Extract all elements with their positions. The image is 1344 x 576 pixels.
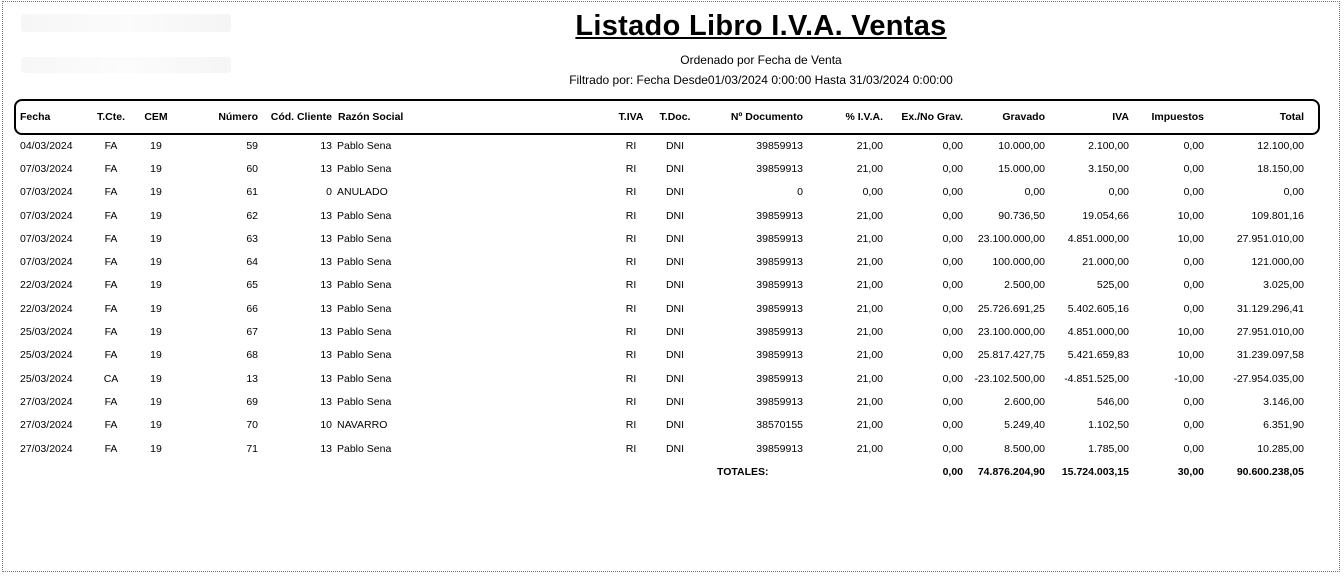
- tipo-documento-cell: DNI: [665, 232, 685, 245]
- tipo-iva-cell: RI: [625, 232, 637, 245]
- cem-cell: 19: [150, 209, 162, 222]
- tipo-documento-cell: DNI: [665, 162, 685, 175]
- exento-cell: 0,00: [942, 372, 963, 385]
- cem-cell: 19: [150, 162, 162, 175]
- tipo-comprobante-cell: FA: [104, 209, 118, 222]
- codigo-cliente-cell: 13: [320, 302, 332, 315]
- gravado-cell: 8.500,00: [1004, 442, 1045, 455]
- numero-cell: 68: [246, 349, 258, 362]
- table-row: [17, 437, 1307, 460]
- porcentaje-iva-cell: 21,00: [856, 372, 883, 385]
- numero-documento-cell: 39859913: [756, 139, 803, 152]
- razon-social-cell: Pablo Sena: [337, 279, 392, 292]
- numero-documento-cell: 38570155: [756, 419, 803, 432]
- total-cell: -27.954.035,00: [1233, 372, 1304, 385]
- porcentaje-iva-cell: 21,00: [856, 232, 883, 245]
- razon-social-cell: Pablo Sena: [337, 326, 392, 339]
- fecha-cell: 27/03/2024: [20, 395, 73, 408]
- iva-cell: 1.102,50: [1088, 419, 1129, 432]
- col-razon-social: Razón Social: [338, 111, 404, 123]
- col-gravado: Gravado: [1002, 111, 1045, 123]
- tipo-documento-cell: DNI: [665, 139, 685, 152]
- gravado-cell: 23.100.000,00: [977, 326, 1045, 339]
- codigo-cliente-cell: 13: [320, 372, 332, 385]
- impuestos-cell: 0,00: [1183, 302, 1204, 315]
- cem-cell: 19: [150, 186, 162, 199]
- impuestos-cell: 0,00: [1183, 442, 1204, 455]
- table-row: [17, 204, 1307, 227]
- codigo-cliente-cell: 13: [320, 279, 332, 292]
- iva-cell: 525,00: [1096, 279, 1129, 292]
- tipo-comprobante-cell: FA: [104, 232, 118, 245]
- porcentaje-iva-cell: 21,00: [856, 442, 883, 455]
- total-cell: 10.285,00: [1257, 442, 1304, 455]
- gravado-cell: 15.000,00: [998, 162, 1045, 175]
- codigo-cliente-cell: 0: [326, 186, 332, 199]
- codigo-cliente-cell: 13: [320, 232, 332, 245]
- codigo-cliente-cell: 13: [320, 209, 332, 222]
- table-row: [17, 181, 1307, 204]
- report-title: Listado Libro I.V.A. Ventas: [575, 10, 947, 42]
- total-cell: 18.150,00: [1257, 162, 1304, 175]
- numero-cell: 67: [246, 326, 258, 339]
- numero-documento-cell: 39859913: [756, 279, 803, 292]
- iva-cell: 546,00: [1096, 395, 1129, 408]
- cem-cell: 19: [150, 442, 162, 455]
- cem-cell: 19: [150, 326, 162, 339]
- tipo-iva-cell: RI: [625, 326, 637, 339]
- cem-cell: 19: [150, 395, 162, 408]
- table-row: [17, 250, 1307, 273]
- porcentaje-iva-cell: 0,00: [862, 186, 883, 199]
- table-row: [17, 297, 1307, 320]
- porcentaje-iva-cell: 21,00: [856, 302, 883, 315]
- table-row: [17, 367, 1307, 390]
- exento-cell: 0,00: [942, 209, 963, 222]
- numero-cell: 59: [246, 139, 258, 152]
- total-cell: 109.801,16: [1251, 209, 1304, 222]
- exento-cell: 0,00: [942, 186, 963, 199]
- cem-cell: 19: [150, 232, 162, 245]
- table-row: [17, 227, 1307, 250]
- total-gravado: 74.876.204,90: [977, 465, 1045, 478]
- numero-cell: 65: [246, 279, 258, 292]
- tipo-iva-cell: RI: [625, 302, 637, 315]
- numero-cell: 13: [246, 372, 258, 385]
- porcentaje-iva-cell: 21,00: [856, 139, 883, 152]
- total-cell: 27.951.010,00: [1236, 232, 1304, 245]
- gravado-cell: 25.817.427,75: [977, 349, 1045, 362]
- iva-cell: 1.785,00: [1088, 442, 1129, 455]
- tipo-iva-cell: RI: [625, 139, 637, 152]
- numero-cell: 63: [246, 232, 258, 245]
- iva-cell: 19.054,66: [1082, 209, 1129, 222]
- tipo-comprobante-cell: FA: [104, 419, 118, 432]
- numero-documento-cell: 39859913: [756, 232, 803, 245]
- col-codigo-cliente: Cód. Cliente: [270, 111, 332, 123]
- total-cell: 6.351,90: [1263, 419, 1304, 432]
- col-cem: CEM: [144, 111, 168, 123]
- razon-social-cell: Pablo Sena: [337, 232, 392, 245]
- table-header-row: [17, 100, 1307, 134]
- total-cell: 3.146,00: [1263, 395, 1304, 408]
- codigo-cliente-cell: 13: [320, 349, 332, 362]
- codigo-cliente-cell: 13: [320, 326, 332, 339]
- tipo-comprobante-cell: CA: [103, 372, 119, 385]
- fecha-cell: 07/03/2024: [20, 186, 73, 199]
- razon-social-cell: Pablo Sena: [337, 302, 392, 315]
- iva-cell: 3.150,00: [1088, 162, 1129, 175]
- fecha-cell: 25/03/2024: [20, 372, 73, 385]
- numero-documento-cell: 39859913: [756, 442, 803, 455]
- tipo-iva-cell: RI: [625, 372, 637, 385]
- porcentaje-iva-cell: 21,00: [856, 162, 883, 175]
- col-tipo-comprobante: T.Cte.: [96, 111, 125, 123]
- cem-cell: 19: [150, 349, 162, 362]
- exento-cell: 0,00: [942, 442, 963, 455]
- total-cell: 0,00: [1283, 186, 1304, 199]
- impuestos-cell: 10,00: [1177, 232, 1204, 245]
- tipo-comprobante-cell: FA: [104, 256, 118, 269]
- total-cell: 121.000,00: [1251, 256, 1304, 269]
- total-iva: 15.724.003,15: [1061, 465, 1129, 478]
- total-impuestos: 30,00: [1177, 465, 1204, 478]
- iva-cell: 4.851.000,00: [1067, 326, 1129, 339]
- tipo-documento-cell: DNI: [665, 302, 685, 315]
- tipo-comprobante-cell: FA: [104, 349, 118, 362]
- iva-cell: 5.421.659,83: [1067, 349, 1129, 362]
- total-cell: 31.239.097,58: [1236, 349, 1304, 362]
- iva-cell: 2.100,00: [1088, 139, 1129, 152]
- tipo-iva-cell: RI: [625, 395, 637, 408]
- fecha-cell: 27/03/2024: [20, 419, 73, 432]
- gravado-cell: 2.600,00: [1004, 395, 1045, 408]
- total-cell: 12.100,00: [1257, 139, 1304, 152]
- numero-documento-cell: 39859913: [756, 302, 803, 315]
- exento-cell: 0,00: [942, 232, 963, 245]
- gravado-cell: 23.100.000,00: [977, 232, 1045, 245]
- porcentaje-iva-cell: 21,00: [856, 209, 883, 222]
- impuestos-cell: 0,00: [1183, 186, 1204, 199]
- numero-cell: 61: [246, 186, 258, 199]
- tipo-iva-cell: RI: [625, 186, 637, 199]
- iva-cell: 0,00: [1108, 186, 1129, 199]
- numero-documento-cell: 39859913: [756, 209, 803, 222]
- numero-documento-cell: 39859913: [756, 349, 803, 362]
- exento-cell: 0,00: [942, 279, 963, 292]
- col-exento: Ex./No Grav.: [901, 111, 963, 123]
- gravado-cell: 90.736,50: [998, 209, 1045, 222]
- razon-social-cell: Pablo Sena: [337, 139, 392, 152]
- impuestos-cell: 0,00: [1183, 279, 1204, 292]
- exento-cell: 0,00: [942, 395, 963, 408]
- numero-cell: 71: [246, 442, 258, 455]
- tipo-iva-cell: RI: [625, 279, 637, 292]
- impuestos-cell: 0,00: [1183, 395, 1204, 408]
- table-row: [17, 320, 1307, 343]
- gravado-cell: 2.500,00: [1004, 279, 1045, 292]
- codigo-cliente-cell: 13: [320, 442, 332, 455]
- tipo-documento-cell: DNI: [665, 209, 685, 222]
- impuestos-cell: 0,00: [1183, 162, 1204, 175]
- col-tipo-documento: T.Doc.: [659, 111, 691, 123]
- impuestos-cell: 10,00: [1177, 326, 1204, 339]
- gravado-cell: 0,00: [1024, 186, 1045, 199]
- tipo-documento-cell: DNI: [665, 372, 685, 385]
- numero-cell: 60: [246, 162, 258, 175]
- report-page: [2, 1, 1340, 572]
- table-row: [17, 390, 1307, 413]
- gravado-cell: 5.249,40: [1004, 419, 1045, 432]
- porcentaje-iva-cell: 21,00: [856, 326, 883, 339]
- gravado-cell: 100.000,00: [992, 256, 1045, 269]
- gravado-cell: 25.726.691,25: [977, 302, 1045, 315]
- total-cell: 27.951.010,00: [1236, 326, 1304, 339]
- totals-label: TOTALES:: [717, 465, 769, 478]
- tipo-comprobante-cell: FA: [104, 302, 118, 315]
- porcentaje-iva-cell: 21,00: [856, 395, 883, 408]
- numero-documento-cell: 39859913: [756, 162, 803, 175]
- codigo-cliente-cell: 13: [320, 162, 332, 175]
- tipo-comprobante-cell: FA: [104, 162, 118, 175]
- total-ex-no-grav: 0,00: [942, 465, 963, 478]
- tipo-iva-cell: RI: [625, 419, 637, 432]
- fecha-cell: 07/03/2024: [20, 162, 73, 175]
- col-total: Total: [1279, 111, 1304, 123]
- iva-cell: -4.851.525,00: [1064, 372, 1129, 385]
- exento-cell: 0,00: [942, 256, 963, 269]
- tipo-iva-cell: RI: [625, 162, 637, 175]
- tipo-iva-cell: RI: [625, 209, 637, 222]
- razon-social-cell: Pablo Sena: [337, 349, 392, 362]
- razon-social-cell: Pablo Sena: [337, 162, 392, 175]
- tipo-comprobante-cell: FA: [104, 186, 118, 199]
- razon-social-cell: Pablo Sena: [337, 395, 392, 408]
- fecha-cell: 07/03/2024: [20, 232, 73, 245]
- tipo-documento-cell: DNI: [665, 442, 685, 455]
- col-numero-documento: Nº Documento: [730, 111, 803, 123]
- exento-cell: 0,00: [942, 302, 963, 315]
- tipo-iva-cell: RI: [625, 349, 637, 362]
- cem-cell: 19: [150, 256, 162, 269]
- report-filter: Filtrado por: Fecha Desde01/03/2024 0:00:00 Hasta 31/03/2024 0:00:00: [569, 73, 953, 87]
- impuestos-cell: -10,00: [1174, 372, 1204, 385]
- exento-cell: 0,00: [942, 326, 963, 339]
- col-numero: Número: [218, 111, 258, 123]
- gravado-cell: 10.000,00: [998, 139, 1045, 152]
- numero-cell: 66: [246, 302, 258, 315]
- table-body: [17, 134, 1307, 460]
- col-iva: IVA: [1112, 111, 1129, 123]
- exento-cell: 0,00: [942, 349, 963, 362]
- fecha-cell: 25/03/2024: [20, 326, 73, 339]
- table-row: [17, 414, 1307, 437]
- col-impuestos: Impuestos: [1151, 111, 1204, 123]
- numero-cell: 64: [246, 256, 258, 269]
- razon-social-cell: NAVARRO: [337, 419, 388, 432]
- tipo-comprobante-cell: FA: [104, 326, 118, 339]
- tipo-documento-cell: DNI: [665, 395, 685, 408]
- numero-documento-cell: 0: [797, 186, 803, 199]
- impuestos-cell: 10,00: [1177, 349, 1204, 362]
- gravado-cell: -23.102.500,00: [974, 372, 1045, 385]
- tipo-comprobante-cell: FA: [104, 442, 118, 455]
- numero-cell: 69: [246, 395, 258, 408]
- porcentaje-iva-cell: 21,00: [856, 279, 883, 292]
- totals-row: [17, 460, 1307, 483]
- fecha-cell: 07/03/2024: [20, 209, 73, 222]
- iva-cell: 4.851.000,00: [1067, 232, 1129, 245]
- numero-documento-cell: 39859913: [756, 326, 803, 339]
- numero-documento-cell: 39859913: [756, 395, 803, 408]
- codigo-cliente-cell: 13: [320, 139, 332, 152]
- razon-social-cell: Pablo Sena: [337, 256, 392, 269]
- tipo-comprobante-cell: FA: [104, 395, 118, 408]
- report-subtitle: Ordenado por Fecha de Venta: [680, 53, 842, 67]
- exento-cell: 0,00: [942, 139, 963, 152]
- impuestos-cell: 0,00: [1183, 419, 1204, 432]
- total-cell: 3.025,00: [1263, 279, 1304, 292]
- numero-documento-cell: 39859913: [756, 256, 803, 269]
- iva-cell: 21.000,00: [1082, 256, 1129, 269]
- fecha-cell: 22/03/2024: [20, 279, 73, 292]
- total-total: 90.600.238,05: [1236, 465, 1304, 478]
- tipo-documento-cell: DNI: [665, 279, 685, 292]
- razon-social-cell: Pablo Sena: [337, 442, 392, 455]
- impuestos-cell: 10,00: [1177, 209, 1204, 222]
- tipo-iva-cell: RI: [625, 442, 637, 455]
- table-row: [17, 157, 1307, 180]
- razon-social-cell: Pablo Sena: [337, 209, 392, 222]
- numero-cell: 70: [246, 419, 258, 432]
- exento-cell: 0,00: [942, 162, 963, 175]
- cem-cell: 19: [150, 372, 162, 385]
- iva-sales-table: [17, 100, 1307, 483]
- cem-cell: 19: [150, 302, 162, 315]
- impuestos-cell: 0,00: [1183, 139, 1204, 152]
- codigo-cliente-cell: 10: [320, 419, 332, 432]
- col-fecha: Fecha: [20, 111, 51, 123]
- razon-social-cell: Pablo Sena: [337, 372, 392, 385]
- numero-cell: 62: [246, 209, 258, 222]
- fecha-cell: 22/03/2024: [20, 302, 73, 315]
- col-porcentaje-iva: % I.V.A.: [845, 111, 883, 123]
- total-cell: 31.129.296,41: [1236, 302, 1304, 315]
- impuestos-cell: 0,00: [1183, 256, 1204, 269]
- codigo-cliente-cell: 13: [320, 256, 332, 269]
- fecha-cell: 04/03/2024: [20, 139, 73, 152]
- exento-cell: 0,00: [942, 419, 963, 432]
- fecha-cell: 25/03/2024: [20, 349, 73, 362]
- tipo-documento-cell: DNI: [665, 326, 685, 339]
- tipo-documento-cell: DNI: [665, 256, 685, 269]
- table-row: [17, 274, 1307, 297]
- tipo-comprobante-cell: FA: [104, 139, 118, 152]
- tipo-comprobante-cell: FA: [104, 279, 118, 292]
- iva-cell: 5.402.605,16: [1067, 302, 1129, 315]
- porcentaje-iva-cell: 21,00: [856, 256, 883, 269]
- porcentaje-iva-cell: 21,00: [856, 419, 883, 432]
- tipo-documento-cell: DNI: [665, 419, 685, 432]
- tipo-iva-cell: RI: [625, 256, 637, 269]
- col-tipo-iva: T.IVA: [618, 111, 644, 123]
- porcentaje-iva-cell: 21,00: [856, 349, 883, 362]
- table-row: [17, 344, 1307, 367]
- razon-social-cell: ANULADO: [337, 186, 388, 199]
- fecha-cell: 07/03/2024: [20, 256, 73, 269]
- table-row: [17, 134, 1307, 157]
- tipo-documento-cell: DNI: [665, 349, 685, 362]
- fecha-cell: 27/03/2024: [20, 442, 73, 455]
- cem-cell: 19: [150, 139, 162, 152]
- cem-cell: 19: [150, 419, 162, 432]
- tipo-documento-cell: DNI: [665, 186, 685, 199]
- cem-cell: 19: [150, 279, 162, 292]
- codigo-cliente-cell: 13: [320, 395, 332, 408]
- numero-documento-cell: 39859913: [756, 372, 803, 385]
